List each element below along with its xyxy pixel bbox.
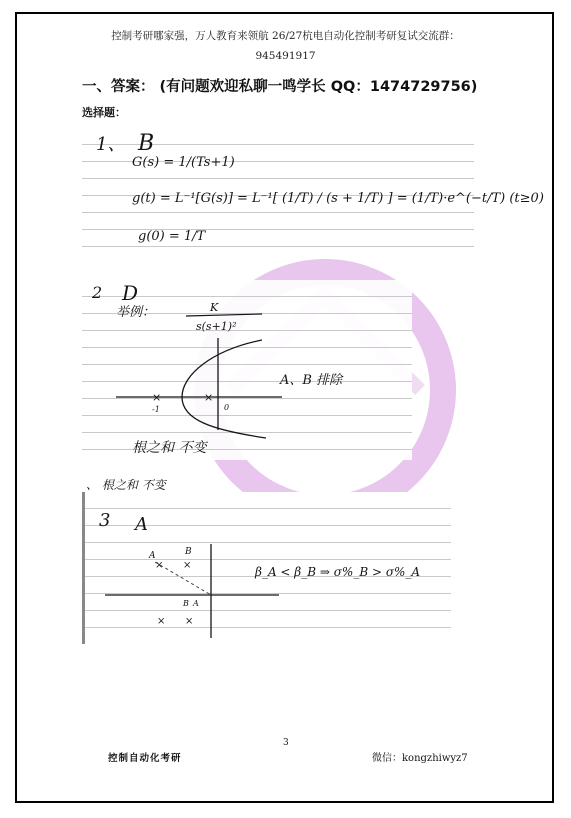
section-subtitle: 选择题：	[82, 106, 126, 119]
page-number: 3	[283, 738, 289, 748]
header-line-1: 控制考研哪家强，万人教育来领航 26/27杭电自动化控制考研复试交流群：	[111, 30, 460, 42]
q1-number: 1、	[96, 134, 126, 155]
footer-right-text: 微信：kongzhiwyz7	[372, 753, 468, 764]
q3-pole-label-a-top: A	[149, 551, 156, 561]
q2-example-label: 举例：	[116, 305, 156, 320]
q2-axis-label-neg1: -1	[152, 405, 160, 414]
q2-axis-label-0: 0	[224, 403, 230, 412]
answer-3-sheet	[82, 492, 451, 644]
q2-tf-numerator: K	[210, 301, 219, 314]
answer-3-handwriting	[85, 492, 451, 644]
q3-choice: A	[135, 514, 148, 535]
q2-note: A、B 排除	[280, 373, 343, 388]
q3-number: 3	[99, 510, 111, 531]
svg-text:×: ×	[204, 391, 214, 404]
q2-root-note: 根之和 不变	[132, 440, 207, 456]
svg-text:×: ×	[183, 560, 192, 571]
q3-relation: β_A < β_B ⇒ σ%_B > σ%_A	[255, 565, 421, 579]
q1-line2: g(t) = L⁻¹[G(s)] = L⁻¹[ (1/T) / (s + 1/T) ] = (1/T)·e^(−t/T) (t≥0)	[132, 191, 544, 206]
answer-2-sheet	[82, 280, 412, 460]
q3-pole-label-b-bottom: B	[183, 599, 189, 608]
header-line-2: 945491917	[255, 50, 316, 62]
q2-choice: D	[122, 281, 139, 305]
q1-line3: g(0) = 1/T	[138, 229, 206, 244]
svg-text:×: ×	[185, 616, 194, 627]
q1-choice: B	[138, 131, 155, 156]
q2-number: 2	[92, 283, 103, 302]
q2-tf-denominator: s(s+1)²	[196, 320, 237, 333]
footer-left-text: 控制自动化考研	[108, 753, 182, 764]
section-title: 一、答案： (有问题欢迎私聊一鸣学长 QQ：1474729756)	[82, 79, 478, 95]
q3-pole-label-b-top: B	[185, 547, 192, 557]
answer-1-sheet	[82, 128, 544, 256]
answer-2-cutoff	[86, 476, 246, 490]
q3-pole-label-a-bottom: A	[193, 599, 199, 608]
svg-text:×: ×	[155, 560, 164, 571]
svg-text:×: ×	[152, 391, 162, 404]
svg-text:×: ×	[157, 616, 166, 627]
answer-2-handwriting	[82, 280, 412, 460]
svg-text:、 根之和 不变: 、 根之和 不变	[86, 478, 166, 492]
answer-1-handwriting	[82, 128, 544, 256]
q1-line1: G(s) = 1/(Ts+1)	[132, 155, 235, 170]
